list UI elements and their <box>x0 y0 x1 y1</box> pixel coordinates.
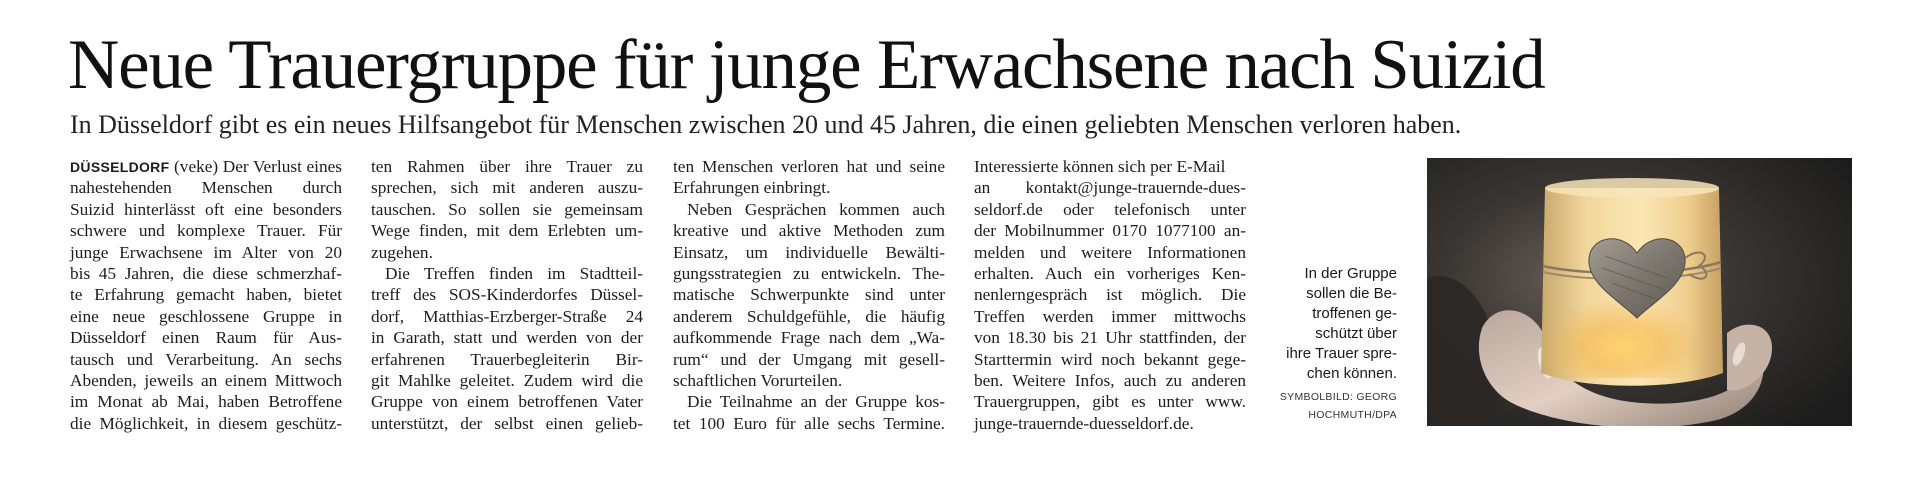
text-line: erfahrenen Trauerbegleiterin Bir- <box>371 349 643 369</box>
text-line: ben. Weitere Infos, auch zu anderen <box>974 370 1246 390</box>
text-line: Einsatz, um individuelle Bewälti- <box>673 242 945 262</box>
article-column-4 <box>974 156 1246 434</box>
text-line: tausch und Verarbeitung. An sechs <box>70 349 342 369</box>
text-line: schwere und komplexe Trauer. Für <box>70 221 342 241</box>
caption-line: ihre Trauer spre- <box>1286 345 1397 362</box>
headline: Neue Trauergruppe für junge Erwachsene nach Suizid <box>68 26 1545 104</box>
caption-line: chen können. <box>1306 365 1397 382</box>
text-line: rum“ und der Umgang mit gesell- <box>673 349 945 369</box>
text-line: tauschen. So sollen sie gemeinsam <box>371 199 643 219</box>
article-column-1 <box>70 156 342 434</box>
text-line: te Erfahrung gemacht haben, bietet <box>70 285 342 305</box>
text-line: Erfahrungen einbringt. <box>673 178 831 198</box>
caption-line: schützt über <box>1315 325 1397 342</box>
text-line: Interessierte können sich per E-Mail <box>974 157 1226 176</box>
text-line: gungsstrategien zu entwickeln. The- <box>673 263 945 283</box>
text-line: der Mobilnummer 0170 1077100 an- <box>974 221 1246 241</box>
text-line: Neben Gesprächen kommen auch <box>687 199 945 219</box>
text-line: Düsseldorf einen Raum für Aus- <box>70 328 342 348</box>
text-line: treff des SOS-Kinderdorfes Düssel- <box>371 285 643 305</box>
text-line: tet 100 Euro für alle sechs Termine. <box>673 413 945 433</box>
article-column-2 <box>371 156 643 434</box>
credit-line: HOCHMUTH/DPA <box>1308 409 1397 421</box>
text-line: Trauergruppen, gibt es unter www. <box>974 392 1246 412</box>
text-line: bis 45 Jahren, die diese schmerzhaf- <box>70 263 342 283</box>
text-line: matische Schwerpunkte sind unter <box>673 285 945 305</box>
text-line: sprechen, sich mit anderen auszu- <box>371 178 643 198</box>
text-line: von 18.30 bis 21 Uhr stattfinden, der <box>974 328 1246 348</box>
text-line: an kontakt@junge-trauernde-dues- <box>974 178 1246 198</box>
text-line: git Mahlke geleitet. Zudem wird die <box>371 370 643 390</box>
text-line: ten Menschen verloren hat und seine <box>673 157 945 176</box>
text-line: Gruppe von einem betroffenen Vater <box>371 392 643 412</box>
text-line: junge Erwachsene im Alter von 20 <box>70 242 342 262</box>
subheadline: In Düsseldorf gibt es ein neues Hilfsangebot für Menschen zwischen 20 und 45 Jahren, die einen geliebten Menschen verloren haben. <box>70 110 1462 139</box>
candle-photo <box>1427 158 1852 426</box>
text-line: im Monat ab Mai, haben Betroffene <box>70 392 342 412</box>
text-line: zugehen. <box>371 242 433 262</box>
text-line: nahestehenden Menschen durch <box>70 178 342 198</box>
text-line: eine neue geschlossene Gruppe in <box>70 306 342 326</box>
caption-line: In der Gruppe <box>1304 265 1397 282</box>
text-line: erhalten. Auch ein vorheriges Ken- <box>974 263 1246 283</box>
text-line: schaftlichen Vorurteilen. <box>673 370 843 390</box>
photo-caption <box>1262 264 1397 424</box>
text-line: unterstützt, der selbst einen gelieb- <box>371 413 643 433</box>
caption-line: troffenen ge- <box>1312 305 1397 322</box>
candle-illustration <box>1427 158 1852 426</box>
text-line: seldorf.de oder telefonisch unter <box>974 199 1246 219</box>
text-line: kreative und aktive Methoden zum <box>673 221 945 241</box>
text-line: aufkommende Frage nach dem „Wa- <box>673 328 945 348</box>
text-line: Suizid hinterlässt oft eine besonders <box>70 199 342 219</box>
text-line: Treffen werden immer mittwochs <box>974 306 1246 326</box>
article-column-3 <box>673 156 945 434</box>
text-line: Die Teilnahme an der Gruppe kos- <box>687 392 945 412</box>
text-line: melden und weitere Informationen <box>974 242 1246 262</box>
text-line: Abenden, jeweils an einem Mittwoch <box>70 370 342 390</box>
text-line: DÜSSELDORF (veke) Der Verlust eines <box>70 157 342 176</box>
text-line: junge-trauernde-duesseldorf.de. <box>974 413 1194 433</box>
text-line: die Möglichkeit, in diesem geschütz- <box>70 413 342 433</box>
text-line: Starttermin wird noch bekannt gege- <box>974 349 1246 369</box>
text-line: Die Treffen finden im Stadtteil- <box>385 263 643 283</box>
text-line: dorf, Matthias-Erzberger-Straße 24 <box>371 306 643 326</box>
text-line: nenlerngespräch ist möglich. Die <box>974 285 1246 305</box>
text-line: Wege finden, mit dem Erlebten um- <box>371 221 643 241</box>
credit-line: SYMBOLBILD: GEORG <box>1279 391 1397 403</box>
text-line: ten Rahmen über ihre Trauer zu <box>371 157 643 176</box>
text-line: anderem Schuldgefühle, die häufig <box>673 306 945 326</box>
caption-line: sollen die Be- <box>1306 285 1397 302</box>
photo-credit <box>1262 388 1397 424</box>
text-line: in Garath, statt und werden von der <box>371 328 643 348</box>
dateline: DÜSSELDORF <box>70 159 170 175</box>
